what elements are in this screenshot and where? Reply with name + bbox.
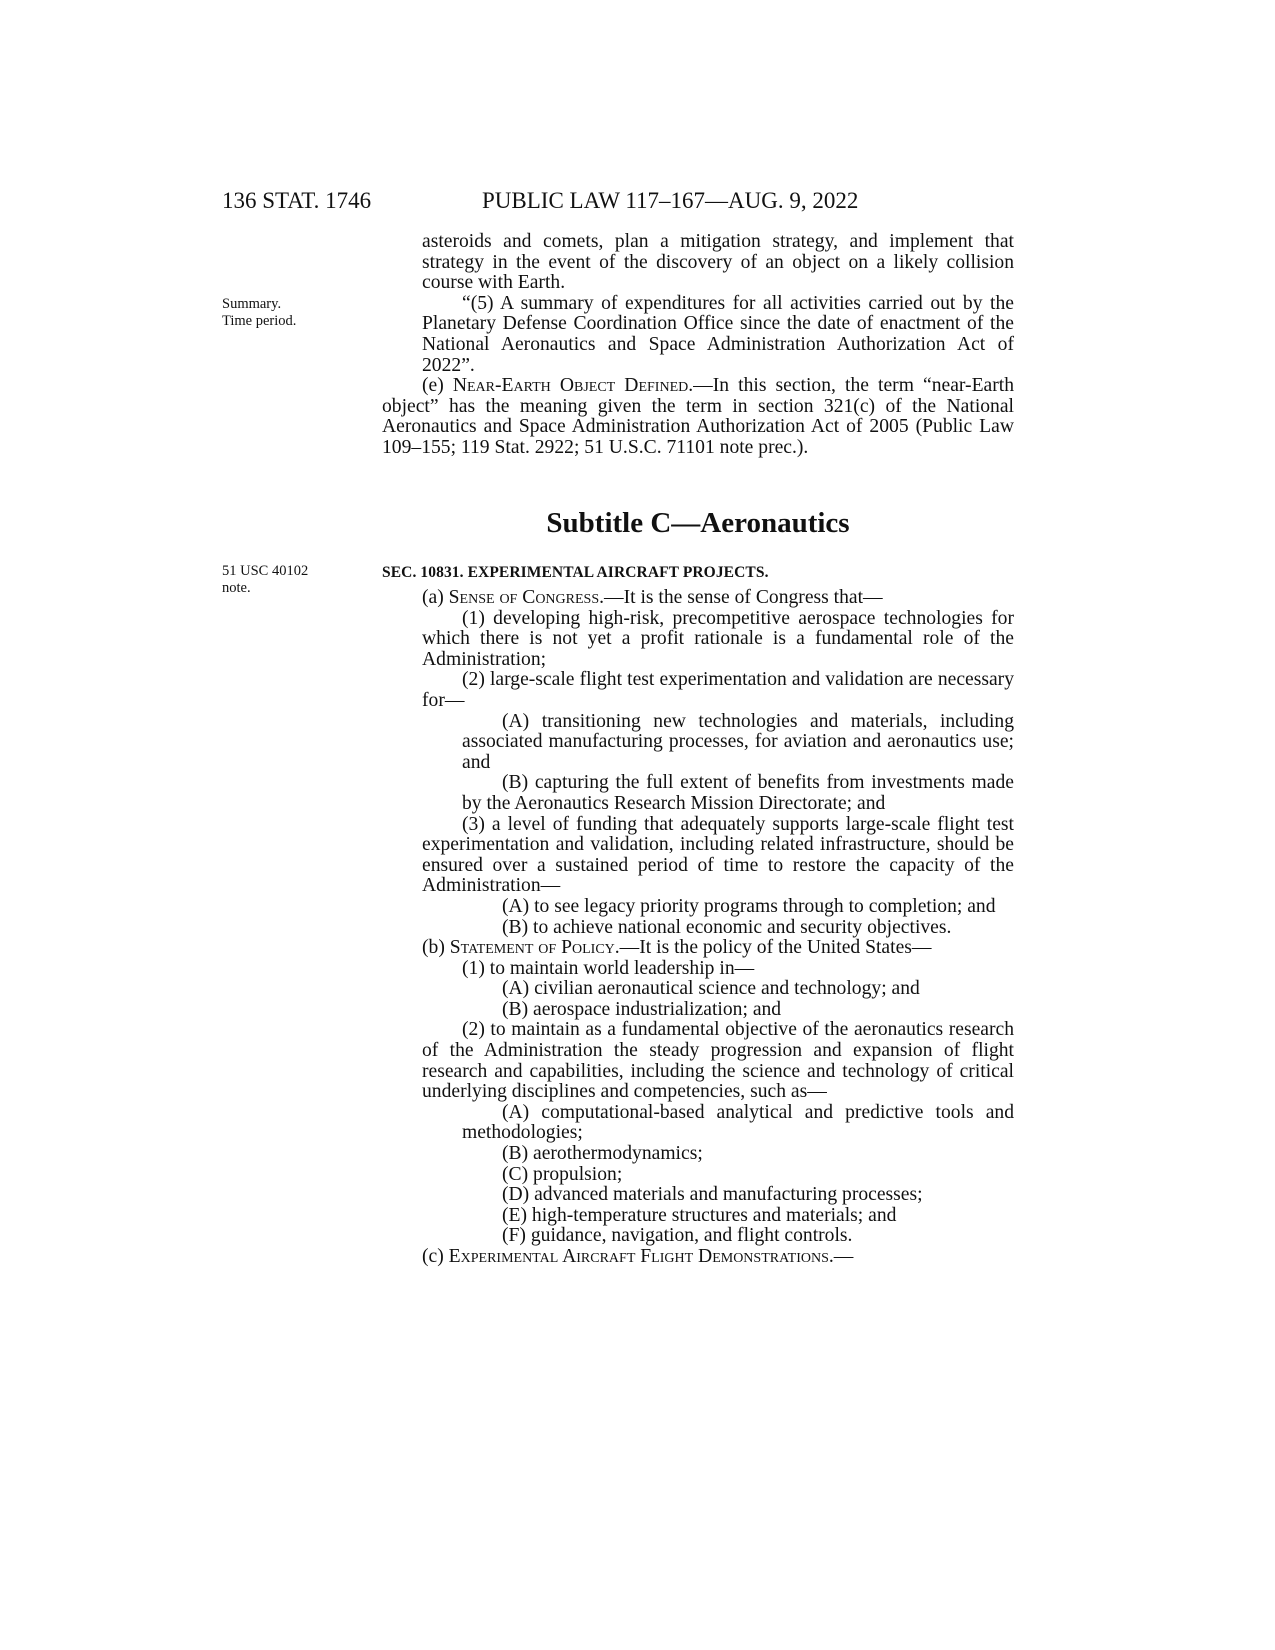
statute-reference: 136 STAT. 1746 [222, 188, 372, 213]
list-item: (1) to maintain world leadership in— [462, 957, 755, 979]
paragraph-text: .—In this section, the term “near-Earth object” has the meaning given the term in section 321(c) of the National Aeronautics and Space Administration Authorization Act of 2005 (Public Law 109–155; 119 Stat. 2922; 51 U.S.C. 71101 note prec.). [382, 375, 1014, 458]
list-item: (C) propulsion; [502, 1163, 623, 1185]
list-item: (F) guidance, navigation, and flight controls. [502, 1225, 853, 1247]
subtitle-heading: Subtitle C—Aeronautics [546, 507, 850, 539]
list-item: (2) to maintain as a fundamental objective of the aeronautics research of the Administration the steady progression and expansion of flight research and capabilities, including the science and technology of critical underlying disciplines and competencies, such as— [422, 1019, 1014, 1103]
section-body [382, 588, 1014, 1268]
public-law-title: PUBLIC LAW 117–167—AUG. 9, 2022 [482, 188, 859, 213]
subsection-b [382, 938, 1014, 959]
paragraph-text: .— [828, 1246, 854, 1267]
list-item: (D) advanced materials and manufacturing processes; [502, 1184, 923, 1206]
margin-note-summary [222, 296, 296, 330]
paragraph-prefix: (a) [422, 587, 449, 608]
margin-note-line: Summary. [222, 296, 282, 312]
list-item: (B) to achieve national economic and security objectives. [502, 916, 952, 938]
list-item: (2) large-scale flight test experimentation and validation are necessary for— [422, 669, 1014, 711]
paragraph-prefix: (e) [422, 375, 453, 397]
top-text-block [382, 232, 1014, 459]
paragraph: “(5) A summary of expenditures for all activities carried out by the Planetary Defense Coordination Office since the date of enactment of the National Aeronautics and Space Administration Authorization Act of 2022”. [422, 292, 1014, 376]
section-heading: SEC. 10831. EXPERIMENTAL AIRCRAFT PROJECTS. [382, 564, 769, 581]
margin-note-usc [222, 563, 308, 597]
list-item: (B) capturing the full extent of benefits from investments made by the Aeronautics Research Mission Directorate; and [462, 772, 1014, 814]
page-header [222, 186, 1002, 216]
margin-note-line: 51 USC 40102 [222, 563, 309, 579]
paragraph-prefix: (b) [422, 937, 450, 959]
paragraph-heading: Experimental Aircraft Flight Demonstrations [448, 1246, 829, 1267]
paragraph-heading: Statement of Policy [449, 937, 615, 959]
paragraph-text: .—It is the sense of Congress that— [599, 587, 883, 608]
list-item: (A) transitioning new technologies and materials, including associated manufacturing processes, for aviation and aeronautics use; and [462, 710, 1014, 773]
paragraph-heading: Sense of Congress [448, 587, 600, 608]
list-item: (A) to see legacy priority programs through to completion; and [502, 895, 996, 917]
margin-note-line: note. [222, 580, 251, 596]
list-item: (A) civilian aeronautical science and technology; and [502, 978, 920, 1000]
paragraph: asteroids and comets, plan a mitigation strategy, and implement that strategy in the event of the discovery of an object on a likely collision course with Earth. [422, 231, 1014, 294]
list-item: (3) a level of funding that adequately supports large-scale flight test experimentation and validation, including related infrastructure, should be ensured over a sustained period of time to restore the capacity of the Administration— [422, 813, 1014, 897]
subsection-a [382, 588, 1014, 609]
list-item: (B) aerothermodynamics; [502, 1143, 703, 1165]
paragraph-text: .—It is the policy of the United States— [614, 937, 932, 959]
list-item: (B) aerospace industrialization; and [502, 998, 782, 1020]
list-item: (A) computational-based analytical and predictive tools and methodologies; [462, 1101, 1014, 1144]
paragraph-e [382, 376, 1014, 458]
margin-note-line: Time period. [222, 313, 297, 329]
paragraph-heading: Near-Earth Object Defined [452, 375, 689, 397]
subsection-c [382, 1247, 1014, 1268]
list-item: (1) developing high-risk, precompetitive aerospace technologies for which there is not yet a profit rationale is a fundamental role of the Administration; [422, 607, 1014, 670]
paragraph-prefix: (c) [422, 1246, 449, 1267]
list-item: (E) high-temperature structures and materials; and [502, 1204, 897, 1226]
